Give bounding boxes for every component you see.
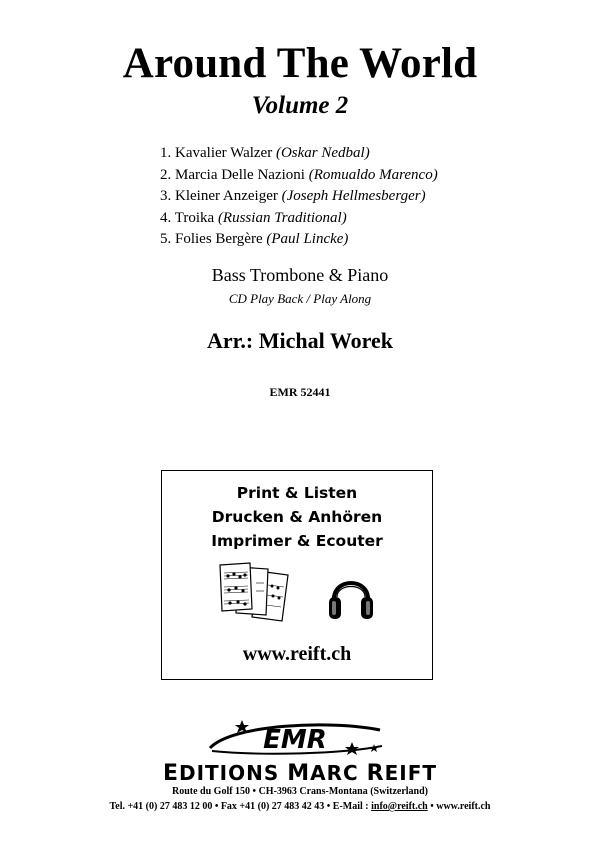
email-link[interactable]: info@reift.ch	[371, 801, 428, 812]
piece-title: 5. Folies Bergère	[160, 231, 263, 247]
piece-item	[160, 229, 438, 251]
logo-text: EMR	[263, 725, 327, 755]
publisher-name: EDITIONS MARC REIFT	[162, 761, 438, 786]
publisher-address: Route du Golf 150 • CH-3963 Crans-Montana (Switzerland)	[172, 786, 428, 797]
headphones-icon	[328, 567, 374, 623]
piece-item	[160, 143, 438, 165]
piece-item	[160, 165, 438, 187]
website-text: • www.reift.ch	[427, 801, 491, 812]
phone-fax: Tel. +41 (0) 27 483 12 00 • Fax +41 (0) 27 483 42 43 • E-Mail :	[109, 801, 372, 812]
print-listen-heading-fr: Imprimer & Ecouter	[211, 532, 383, 550]
piece-composer: (Romualdo Marenco)	[308, 166, 438, 183]
catalog-number: EMR 52441	[269, 385, 331, 399]
cd-playback-note: CD Play Back / Play Along	[228, 291, 372, 306]
page-title: Around The World	[122, 40, 478, 87]
piece-composer: (Russian Traditional)	[217, 209, 347, 226]
print-listen-heading-en: Print & Listen	[236, 484, 358, 502]
piece-item	[160, 208, 438, 230]
piece-title: 1. Kavalier Walzer	[160, 145, 273, 161]
piece-list	[160, 143, 438, 251]
emr-logo-icon	[202, 718, 388, 758]
sheet-music-icon	[218, 561, 290, 623]
publisher-contact	[0, 800, 600, 813]
instrumentation: Bass Trombone & Piano	[211, 265, 389, 285]
piece-title: 4. Troika	[160, 209, 215, 226]
piece-composer: (Oskar Nedbal)	[275, 145, 370, 161]
piece-title: 2. Marcia Delle Nazioni	[160, 166, 305, 183]
arranger: Arr.: Michal Worek	[207, 328, 393, 353]
print-listen-heading-de: Drucken & Anhören	[211, 508, 383, 526]
piece-composer: (Joseph Hellmesberger)	[281, 188, 426, 204]
piece-title: 3. Kleiner Anzeiger	[160, 188, 278, 204]
piece-composer: (Paul Lincke)	[266, 231, 349, 247]
piece-item	[160, 186, 438, 208]
print-listen-box	[161, 470, 433, 680]
website-url[interactable]: www.reift.ch	[242, 643, 352, 665]
volume-subtitle: Volume 2	[251, 92, 349, 119]
